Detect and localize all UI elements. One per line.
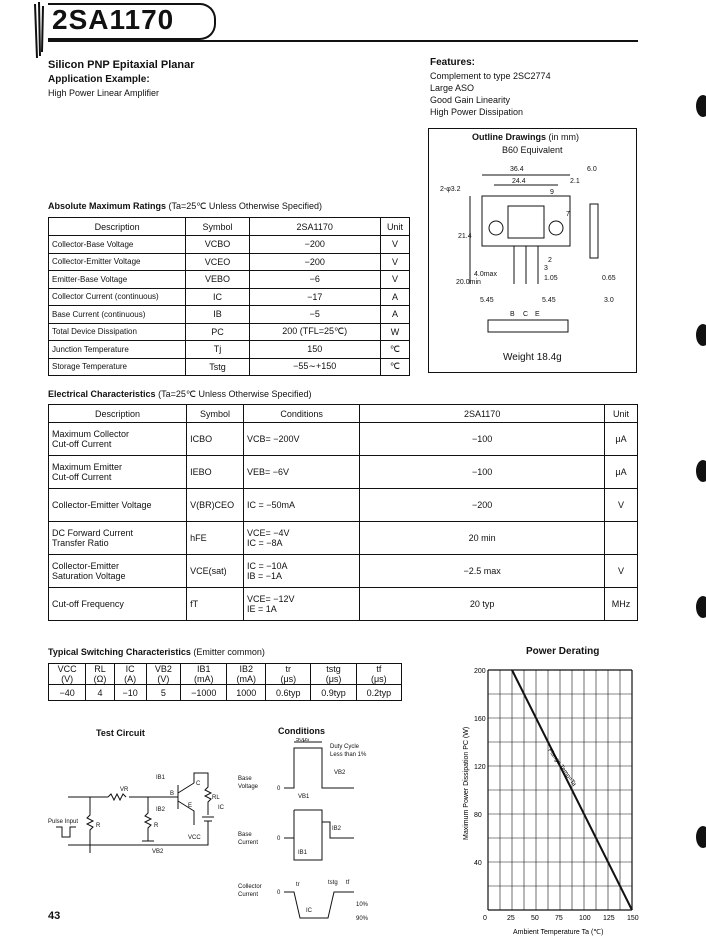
- value-cell: −100: [360, 456, 605, 489]
- condition-line: IC = −50mA: [246, 500, 296, 510]
- header-unit: (Ω): [93, 674, 107, 684]
- header-symbol: VB2: [154, 664, 172, 674]
- power-derating-title: Power Derating: [526, 646, 600, 657]
- condition-line: IC = −10A: [246, 561, 288, 571]
- application-heading: Application Example:: [48, 74, 150, 85]
- header-cell: [49, 664, 86, 685]
- desc-cell: [49, 489, 187, 522]
- table-cell: Base Current (continuous): [49, 306, 186, 324]
- condition-cell: [243, 522, 359, 555]
- x-tick-label: 75: [555, 915, 563, 922]
- table-cell: ℃: [380, 358, 409, 376]
- table-cell: 150: [249, 341, 380, 359]
- condition-cell: [243, 489, 359, 522]
- switching-heading: Typical Switching Characteristics: [48, 647, 191, 657]
- wave-label: 10%: [356, 902, 369, 908]
- header-cell: [311, 664, 356, 685]
- header-unit: (V): [157, 674, 170, 684]
- condition-cell: [243, 423, 359, 456]
- condition-line: VCB= −200V: [246, 434, 300, 444]
- header-symbol: VCC: [57, 664, 77, 674]
- test-circuit-title: Test Circuit: [96, 728, 145, 738]
- header-symbol: IB1: [196, 664, 211, 674]
- desc-line: Maximum Emitter: [52, 462, 123, 472]
- wave-label: Less than 1%: [330, 752, 367, 758]
- punch-hole: [696, 460, 706, 482]
- subtitle: Silicon PNP Epitaxial Planar: [48, 59, 195, 71]
- dim-label: 3: [544, 265, 548, 272]
- value-cell: 1000: [227, 685, 266, 701]
- circuit-label: B: [170, 791, 175, 797]
- outline-unit: (in mm): [548, 132, 580, 142]
- application-text: High Power Linear Amplifier: [48, 88, 160, 98]
- table-row: [49, 423, 638, 456]
- outline-title-line: [472, 132, 579, 142]
- header-unit: (V): [61, 674, 74, 684]
- test-circuit-schematic: [48, 765, 228, 875]
- circuit-label: Pulse Input: [48, 819, 79, 825]
- desc-cell: [49, 456, 187, 489]
- value-row: [49, 685, 402, 701]
- desc-cell: [49, 555, 187, 588]
- wave-label: 90%: [356, 916, 369, 922]
- table-cell: Tstg: [186, 358, 249, 376]
- header-unit: (mA): [193, 674, 214, 684]
- curve-label: Flange Temp=Ta: [546, 747, 577, 788]
- wave-label: tstg: [328, 880, 338, 886]
- value-cell: 20 min: [360, 522, 605, 555]
- header-cell: Conditions: [243, 405, 359, 423]
- condition-line: IB = −1A: [246, 571, 283, 581]
- circuit-label: IB2: [156, 807, 166, 813]
- unit-cell: μA: [605, 423, 638, 456]
- header-bars: [33, 0, 45, 60]
- table-cell: ℃: [380, 341, 409, 359]
- table-row: [49, 489, 638, 522]
- desc-line: Saturation Voltage: [52, 571, 126, 581]
- circuit-label: IB1: [156, 775, 166, 781]
- header-unit: (A): [124, 674, 137, 684]
- part-number: 2SA1170: [52, 4, 175, 35]
- table-cell: Junction Temperature: [49, 341, 186, 359]
- wave-label: Base: [238, 776, 252, 782]
- dim-label: 2-φ3.2: [440, 186, 461, 193]
- desc-line: Cut-off Current: [52, 472, 112, 482]
- x-axis-label: Ambient Temperature Ta (℃): [513, 929, 604, 936]
- symbol-cell: hFE: [187, 522, 244, 555]
- value-cell: 0.2typ: [356, 685, 401, 701]
- table-row: [49, 341, 410, 359]
- header-symbol: tstg: [326, 664, 341, 674]
- table-cell: W: [380, 323, 409, 341]
- table-cell: A: [380, 306, 409, 324]
- table-row: [49, 456, 638, 489]
- header-cell: Symbol: [186, 218, 249, 236]
- outline-drawing: [430, 158, 634, 348]
- header-symbol: RL: [94, 664, 106, 674]
- table-cell: V: [380, 253, 409, 271]
- condition-line: IE = 1A: [246, 604, 277, 614]
- header-cell: [356, 664, 401, 685]
- circuit-label: R: [154, 823, 159, 829]
- condition-line: IC = −8A: [246, 538, 283, 548]
- wave-label: Current: [238, 840, 259, 846]
- table-row: [49, 253, 410, 271]
- wave-label: tr: [296, 882, 300, 888]
- symbol-cell: V(BR)CEO: [187, 489, 244, 522]
- table-cell: Collector-Emitter Voltage: [49, 253, 186, 271]
- header-unit: (μs): [370, 674, 387, 684]
- punch-hole: [696, 596, 706, 618]
- feature-item: Large ASO: [430, 83, 475, 93]
- header-cell: [181, 664, 227, 685]
- table-cell: 200 (TFL=25℃): [249, 323, 380, 341]
- y-tick-label: 120: [474, 764, 486, 771]
- punch-hole: [696, 324, 706, 346]
- pin-label: E: [535, 311, 540, 318]
- desc-line: Cut-off Current: [52, 439, 112, 449]
- wave-label: Current: [238, 892, 259, 898]
- header-symbol: tr: [285, 664, 292, 674]
- condition-line: VCE= −4V: [246, 528, 290, 538]
- circuit-label: RL: [212, 795, 220, 801]
- dim-label: 5.45: [542, 297, 556, 304]
- switching-condition: (Emitter common): [193, 647, 265, 657]
- condition-cell: [243, 588, 359, 621]
- wave-label: 50μs: [296, 738, 310, 743]
- chart-grid: [488, 670, 632, 910]
- elec-heading: Electrical Characteristics: [48, 389, 156, 399]
- wave-label: Voltage: [238, 784, 259, 790]
- outline-title: Outline Drawings: [472, 132, 547, 142]
- dim-label: 5.45: [480, 297, 494, 304]
- symbol-cell: IEBO: [187, 456, 244, 489]
- x-tick-label: 125: [603, 915, 615, 922]
- elec-table: [48, 404, 638, 621]
- elec-condition: (Ta=25℃ Unless Otherwise Specified): [158, 389, 312, 399]
- y-tick-label: 200: [474, 668, 486, 675]
- unit-cell: MHz: [605, 588, 638, 621]
- dim-label: 1.05: [544, 275, 558, 282]
- dim-label: 6.0: [587, 166, 597, 173]
- table-row: [49, 288, 410, 306]
- outline-equiv: B60 Equivalent: [502, 145, 563, 155]
- desc-cell: [49, 423, 187, 456]
- table-cell: A: [380, 288, 409, 306]
- wave-label: 0: [277, 890, 281, 896]
- chart-ticks: [474, 668, 639, 922]
- features-heading: Features:: [430, 57, 476, 68]
- punch-hole: [696, 826, 706, 848]
- wave-label: Base: [238, 832, 252, 838]
- desc-line: Collector-Emitter: [52, 561, 120, 571]
- table-cell: VCEO: [186, 253, 249, 271]
- wave-label: IC: [306, 908, 312, 914]
- header-unit: (mA): [236, 674, 257, 684]
- power-derating-chart: [448, 660, 643, 940]
- value-cell: 4: [86, 685, 114, 701]
- header-cell: [114, 664, 146, 685]
- dim-label: 7: [566, 211, 570, 218]
- wave-label: Duty Cycle: [330, 744, 360, 750]
- desc-line: Maximum Collector: [52, 429, 130, 439]
- value-cell: −200: [360, 489, 605, 522]
- header-cell: 2SA1170: [249, 218, 380, 236]
- table-cell: Collector Current (continuous): [49, 288, 186, 306]
- table-cell: IB: [186, 306, 249, 324]
- table-cell: Storage Temperature: [49, 358, 186, 376]
- header-cell: Description: [49, 218, 186, 236]
- x-tick-label: 0: [483, 915, 487, 922]
- table-cell: V: [380, 271, 409, 289]
- wave-label: tf: [346, 880, 350, 886]
- table-cell: −5: [249, 306, 380, 324]
- symbol-cell: fT: [187, 588, 244, 621]
- header-cell: Symbol: [187, 405, 244, 423]
- dim-label: 2: [548, 257, 552, 264]
- header-cell: Description: [49, 405, 187, 423]
- unit-cell: V: [605, 489, 638, 522]
- desc-line: Collector-Emitter Voltage: [52, 500, 152, 510]
- header-symbol: IC: [125, 664, 135, 674]
- table-cell: PC: [186, 323, 249, 341]
- condition-cell: [243, 456, 359, 489]
- abs-max-body: [48, 235, 410, 376]
- symbol-cell: VCE(sat): [187, 555, 244, 588]
- condition-line: VCE= −12V: [246, 594, 295, 604]
- unit-cell: [605, 522, 638, 555]
- table-row: [49, 358, 410, 376]
- page-number: 43: [48, 910, 61, 922]
- feature-item: High Power Dissipation: [430, 107, 524, 117]
- circuit-label: C: [196, 781, 201, 787]
- header-cell: [86, 664, 114, 685]
- dim-label: 36.4: [510, 166, 524, 173]
- table-cell: Total Device Dissipation: [49, 323, 186, 341]
- table-row: [49, 271, 410, 289]
- feature-item: Good Gain Linearity: [430, 95, 511, 105]
- value-cell: −10: [114, 685, 146, 701]
- header-symbol: tf: [376, 664, 382, 674]
- y-tick-label: 80: [474, 812, 482, 819]
- conditions-waveforms: [234, 738, 380, 924]
- dim-label: 24.4: [512, 178, 526, 185]
- x-tick-label: 50: [531, 915, 539, 922]
- header-cell: [227, 664, 266, 685]
- dim-label: 0.65: [602, 275, 616, 282]
- header-cell: [266, 664, 311, 685]
- value-cell: 5: [146, 685, 180, 701]
- abs-max-heading: Absolute Maximum Ratings: [48, 201, 167, 211]
- table-row: [49, 236, 410, 254]
- abs-max-heading-line: [48, 201, 322, 212]
- value-cell: −2.5 max: [360, 555, 605, 588]
- wave-label: VB2: [334, 770, 346, 776]
- desc-cell: [49, 522, 187, 555]
- table-row: [49, 588, 638, 621]
- y-tick-label: 40: [474, 860, 482, 867]
- table-cell: −200: [249, 236, 380, 254]
- circuit-label: E: [188, 803, 193, 809]
- value-cell: −1000: [181, 685, 227, 701]
- table-row: [49, 555, 638, 588]
- wave-label: Collector: [238, 884, 262, 890]
- circuit-label: VB2: [152, 849, 164, 855]
- table-cell: Emitter-Base Voltage: [49, 271, 186, 289]
- value-cell: 20 typ: [360, 588, 605, 621]
- condition-line: VEB= −6V: [246, 467, 290, 477]
- table-cell: VCBO: [186, 236, 249, 254]
- table-cell: Collector-Base Voltage: [49, 236, 186, 254]
- pin-label: B: [510, 311, 515, 318]
- dim-label: 4.0max: [474, 271, 497, 278]
- table-row: [49, 323, 410, 341]
- header-cell: Unit: [380, 218, 409, 236]
- value-cell: −100: [360, 423, 605, 456]
- feature-item: Complement to type 2SC2774: [430, 71, 551, 81]
- x-tick-label: 150: [627, 915, 639, 922]
- desc-line: Cut-off Frequency: [52, 599, 124, 609]
- outline-weight: Weight 18.4g: [503, 352, 562, 363]
- header-rule: [48, 40, 638, 42]
- dim-label: 2.1: [570, 178, 580, 185]
- circuit-label: R: [96, 823, 101, 829]
- value-cell: −40: [49, 685, 86, 701]
- conditions-title: Conditions: [278, 726, 325, 736]
- circuit-label: VR: [120, 787, 129, 793]
- table-cell: −6: [249, 271, 380, 289]
- y-axis-label: Maximum Power Dissipation PC (W): [463, 726, 470, 840]
- wave-label: 0: [277, 836, 281, 842]
- dim-label: 3.0: [604, 297, 614, 304]
- wave-label: IB1: [298, 850, 308, 856]
- header-unit: (μs): [280, 674, 297, 684]
- features-list: [430, 70, 551, 118]
- table-cell: Tj: [186, 341, 249, 359]
- abs-max-condition: (Ta=25℃ Unless Otherwise Specified): [168, 201, 322, 211]
- desc-line: Transfer Ratio: [52, 538, 109, 548]
- dim-label: 21.4: [458, 233, 472, 240]
- pin-label: C: [523, 311, 529, 318]
- switching-table: [48, 663, 402, 701]
- header-cell: Unit: [605, 405, 638, 423]
- value-cell: 0.9typ: [311, 685, 356, 701]
- header-symbol: IB2: [239, 664, 254, 674]
- punch-hole: [696, 95, 706, 117]
- unit-cell: V: [605, 555, 638, 588]
- wave-label: IB2: [332, 826, 342, 832]
- abs-max-table: [48, 217, 410, 236]
- header-row: [49, 664, 402, 685]
- table-cell: IC: [186, 288, 249, 306]
- y-tick-label: 160: [474, 716, 486, 723]
- table-row: [49, 522, 638, 555]
- table-row: [49, 306, 410, 324]
- wave-label: 0: [277, 786, 281, 792]
- header-cell: 2SA1170: [360, 405, 605, 423]
- table-cell: VEBO: [186, 271, 249, 289]
- circuit-label: VCC: [188, 835, 201, 841]
- table-cell: V: [380, 236, 409, 254]
- condition-cell: [243, 555, 359, 588]
- x-tick-label: 25: [507, 915, 515, 922]
- symbol-cell: ICBO: [187, 423, 244, 456]
- table-cell: −17: [249, 288, 380, 306]
- dim-label: 20.0min: [456, 279, 481, 286]
- x-tick-label: 100: [579, 915, 591, 922]
- header-cell: [146, 664, 180, 685]
- value-cell: 0.6typ: [266, 685, 311, 701]
- switching-heading-line: [48, 647, 265, 657]
- wave-label: VB1: [298, 794, 310, 800]
- table-cell: −200: [249, 253, 380, 271]
- header-unit: (μs): [325, 674, 342, 684]
- dim-label: 9: [550, 189, 554, 196]
- unit-cell: μA: [605, 456, 638, 489]
- circuit-label: IC: [218, 805, 224, 811]
- desc-line: DC Forward Current: [52, 528, 134, 538]
- elec-heading-line: [48, 389, 312, 400]
- desc-cell: [49, 588, 187, 621]
- table-cell: −55∼+150: [249, 358, 380, 376]
